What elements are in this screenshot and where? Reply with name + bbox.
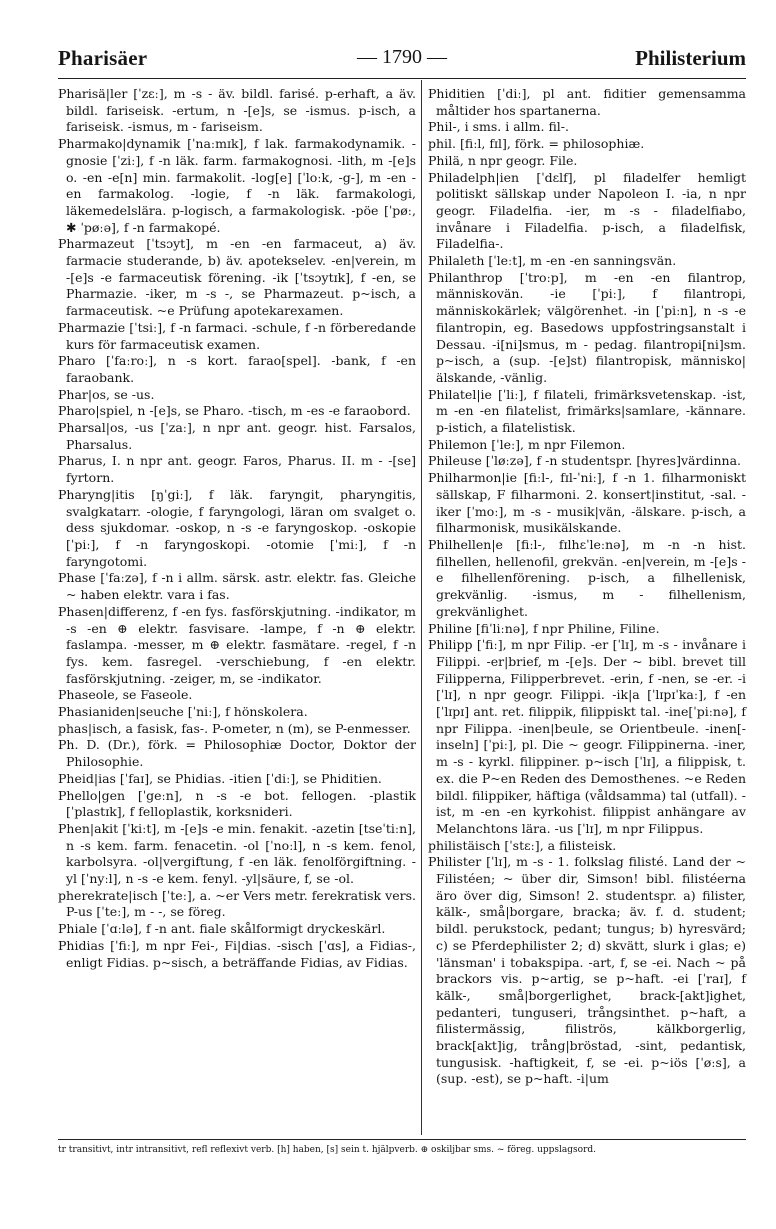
dictionary-entry: Pheid|ias [ˈfaɪ], se Phidias. -itien [ˈdiː], se Phiditien. [58,770,382,786]
dictionary-entry: Philister [ˈlɪ], m -s - 1. folkslag filisté. Land der ~ Filistéen; ~ über dir, Simson! bibl. filistéerna äro över dig, Simson! 2. studentspr. a) filister, kälk-, små|borgare, bracka; äv. f. d. student; bildl. perukstock, pedant; tungus; b) hyresvärd; c) se Pferdephilister 2; d) skvätt, slurk i glas; e) 'länsman' i tobakspipa. -art, f, se -ei. Nach ~ på brackors vis. p~artig, se p~haft. -ei [ˈraɪ], f kälk-, små|borgerlighet, brack-[akt]ighet, pedanteri, tunguseri, trångsinthet. p~haft, a filistermässig, filiströs, kälkborgerlig, brack[akt]ig, trång|bröstad, -sint, pedantisk, tungusisk. -haftigkeit, f, se -ei. p~iös [ˈøːs], a (sup. -est), se p~haft. -i|um [428,854,746,1087]
dictionary-entry: philistäisch [ˈstɛː], a filisteisk. [428,837,617,853]
dictionary-entry: Pharo|spiel, n -[e]s, se Pharo. -tisch, m -es -e faraobord. [58,403,411,419]
dictionary-entry: Philhellen|e [fiːl-, fɪlhɛˈleːnə], m -n -n hist. filhellen, hellenofil, grekvän. -en|verein, m -[e]s -e filhellenförening. p-isch, a filhellenisk, grekvänlig. -ismus, m - filhellenism, grekvänlighet. [428,536,746,619]
dictionary-entry: Pharisä|ler [ˈzɛː], m -s - äv. bildl. farisé. p-erhaft, a äv. bildl. fariseisk. -ertum, n -[e]s, se -ismus. p-isch, a fariseisk. -ismus, m - fariseism. [58,86,416,135]
dictionary-entry: Phello|gen [ˈgeːn], n -s -e bot. fellogen. -plastik [ˈplastɪk], f felloplastik, korksnideri. [58,787,416,820]
dictionary-entry: Phasianiden|seuche [ˈniː], f hönskolera. [58,704,308,720]
dictionary-entry: phas|isch, a fasisk, fas-. P-ometer, n (m), se P-enmesser. [58,720,411,736]
dictionary-entry: Phileuse [ˈløːzə], f -n studentspr. [hyres]värdinna. [428,453,741,469]
footer-rule [58,1139,746,1140]
dictionary-entry: Phen|akit [ˈkiːt], m -[e]s -e min. fenakit. -azetin [tseˈtiːn], n -s kem. farm. fenacetin. -ol [ˈnoːl], n -s kem. fenol, karbolsyra. -ol|vergiftung, f -en läk. fenolförgiftning. -yl [ˈnyːl], n -s -e kem. fenyl. -yl|säure, f, se -ol. [58,820,416,887]
dictionary-entry: Philä, n npr geogr. File. [428,152,578,168]
page-number: — 1790 — [357,46,447,68]
dictionary-entry: Philine [fiˈliːnə], f npr Philine, Filine. [428,620,660,636]
dictionary-entry: phil. [fiːl, fɪl], förk. = philosophiæ. [428,136,645,152]
header-first-word: Pharisäer [58,46,148,70]
dictionary-entry: Pharmako|dynamik [ˈnaːmɪk], f lak. farmakodynamik. -gnosie [ˈziː], f -n läk. farm. farmakognosi. -lith, m -[e]s o. -en -e[n] min. farmakolit. -log[e] [ˈloːk, -g-], m -en -en farmakolog. -logie, f -n läk. farmakologi, läkemedelslära. p-logisch, a farmakologisk. -pöe [ˈpøː, ✱ ˈpøːə], f -n farmakopé. [58,136,416,235]
dictionary-entry: Philatel|ie [ˈliː], f filateli, frimärksvetenskap. -ist, m -en -en filatelist, frimärks|samlare, -kännare. p-istich, a filatelistisk. [428,386,746,436]
dictionary-entry: Phil-, i sms. i allm. fil-. [428,119,569,135]
dictionary-entry: Pharmazeut [ˈtsɔyt], m -en -en farmaceut, a) äv. farmacie studerande, b) äv. apotekselev. -en|verein, m -[e]s -e farmaceutisk förening. -ik [ˈtsɔytɪk], f -en, se Pharmazie. -iker, m -s -, se Pharmazeut. p~isch, a farmaceutisk. ~e Prüfung apotekarexamen. [58,236,416,319]
dictionary-entry: Pharus, I. n npr ant. geogr. Faros, Pharus. II. m - -[se] fyrtorn. [58,453,416,486]
dictionary-entry: Pharo [ˈfaːroː], n -s kort. farao[spel]. -bank, f -en faraobank. [58,353,416,385]
dictionary-entry: Philaleth [ˈleːt], m -en -en sanningsvän. [428,253,677,269]
dictionary-entry: Phidias [ˈfiː], m npr Fei-, Fi|dias. -sisch [ˈɑs], a Fidias-, enligt Fidias. p~sisch, a beträffande Fidias, av Fidias. [58,937,416,970]
dictionary-entry: Philadelph|ien [ˈdɛlf], pl filadelfer hemligt politiskt sällskap under Napoleon I. -ia, n npr geogr. Filadelfia. -ier, m -s - filadelfiabo, invånare i Filadelfia. p-isch, a filadelfisk, Filadelfia-. [428,169,746,252]
dictionary-entry: Phase [ˈfaːzə], f -n i allm. särsk. astr. elektr. fas. Gleiche ~ haben elektr. vara i fas. [58,570,416,603]
page-header [58,42,746,72]
dictionary-entry: pherekrate|isch [ˈteː], a. ~er Vers metr. ferekratisk vers. P-us [ˈteː], m - -, se föreg. [58,887,416,920]
dictionary-entry: Philharmon|ie [fiːl-, fɪl-ˈniː], f -n 1. filharmoniskt sällskap, F filharmoni. 2. konsert|institut, -sal. -iker [ˈmoː], m -s - musik|vän, -älskare. p-isch, a filharmonisk, musikälskande. [428,470,746,536]
abbreviation-footer: tr transitivt, intr intransitivt, refl reflexivt verb. [h] haben, [s] sein t. hjälpverb. ⊕ oskiljbar sms. ~ föreg. uppslagsord. [58,1145,597,1155]
header-rule [58,78,746,79]
dictionary-entry: Pharsal|os, -us [ˈzaː], n npr ant. geogr. hist. Farsalos, Pharsalus. [58,420,416,452]
dictionary-entry: Phaseole, se Faseole. [58,687,193,703]
left-column [58,86,416,971]
dictionary-entry: Phiale [ˈɑːlə], f -n ant. fiale skålformigt dryckeskärl. [58,921,386,937]
dictionary-entry: Philanthrop [ˈtroːp], m -en -en filantrop, människovän. -ie [ˈpiː], f filantropi, människokärlek; välgörenhet. -in [ˈpiːn], n -s -e filantropin, eg. Basedows uppfostringsanstalt i Dessau. -i[ni]smus, m - pedag. filantropi[ni]sm. p~isch, a (sup. -[e]st) filantropisk, människo|älskande, -vänlig. [428,269,746,385]
column-divider [421,80,422,1135]
dictionary-entry: Phiditien [ˈdiː], pl ant. fiditier gemensamma måltider hos spartanerna. [428,86,746,118]
right-column [428,86,746,1088]
dictionary-entry: Philipp [ˈfiː], m npr Filip. -er [ˈlɪ], m -s - invånare i Filippi. -er|brief, m -[e]s. Der ~ bibl. brevet till Filipperna, Filipperbrevet. -erin, f -nen, se -er. -i [ˈlɪ], n npr geogr. Filippi. -ik|a [ˈlɪpɪˈkaː], f -en [ˈlɪpɪ] ant. ret. filippik, filippiskt tal. -ine[ˈpiːnə], f npr Filippa. -inen|beule, se Orientbeule. -inen[-inseln] [ˈpiː], pl. Die ~ geogr. Filippinerna. -iner, m -s - kyrkl. filippiner. p~isch [ˈlɪ], a filippisk, t. ex. die P~en Reden des Demosthenes. ~e Reden bildl. filippiker, häftiga (våldsamma) tal (utfall). -ist, m -en -en kyrkohist. filippist anhängare av Melanchtons lära. -us [ˈlɪ], m npr Filippus. [428,637,746,836]
dictionary-entry: Phar|os, se -us. [58,386,155,402]
dictionary-entry: Phasen|differenz, f -en fys. fasförskjutning. -indikator, m -s -en ⊕ elektr. fasvisare. -lampe, f -n ⊕ elektr. faslampa. -messer, m ⊕ elektr. fasmätare. -regel, f -n fys. kem. fasregel. -verschiebung, f -en elektr. fasförskjutning. -zeiger, m, se -indikator. [58,603,416,686]
dictionary-entry: Pharmazie [ˈtsiː], f -n farmaci. -schule, f -n förberedande kurs för farmaceutisk examen. [58,319,416,352]
header-last-word: Philisterium [635,46,746,70]
dictionary-entry: Ph. D. (Dr.), förk. = Philosophiæ Doctor, Doktor der Philosophie. [58,737,416,770]
dictionary-entry: Philemon [ˈleː], m npr Filemon. [428,436,626,452]
dictionary-entry: Pharyng|itis [ŋˈgiː], f läk. faryngit, pharyngitis, svalgkatarr. -ologie, f faryngologi, läran om svalget o. dess sjukdomar. -oskop, n -s -e faryngoskop. -oskopie [ˈpiː], f -n faryngoskopi. -otomie [ˈmiː], f -n faryngotomi. [58,486,416,569]
